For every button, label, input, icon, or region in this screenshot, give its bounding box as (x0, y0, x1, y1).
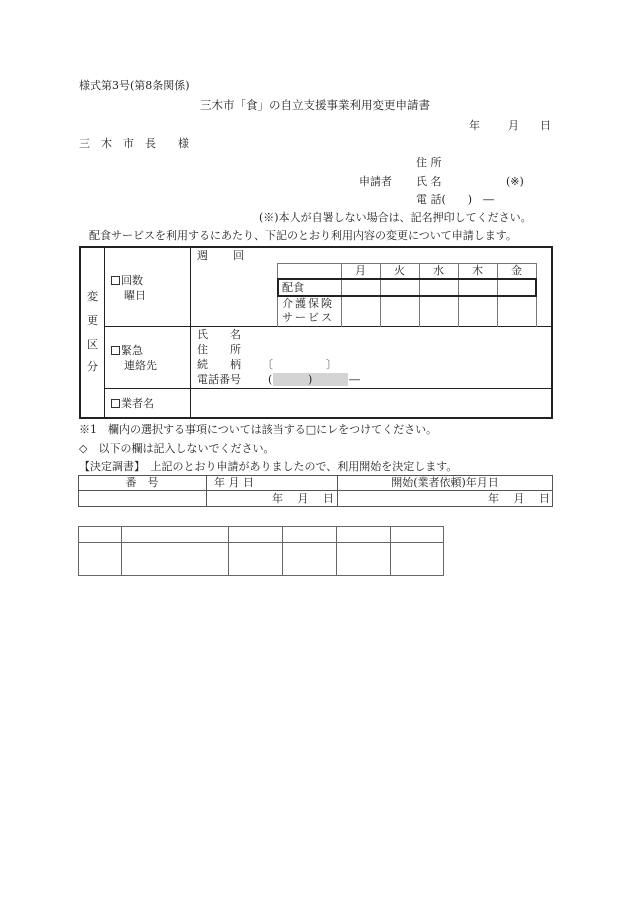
category-label-4: 分 (87, 360, 98, 373)
signature-note: (※)本人が自署しない場合は、記名押印してください。 (259, 211, 532, 224)
week-label: 週 (197, 249, 208, 262)
meal-delivery-row (277, 278, 537, 297)
phone-open-paren: ( (268, 373, 273, 386)
intro-text: 配食サービスを利用するにあたり、下記のとおり利用内容の変更について申請します。 (89, 229, 517, 242)
decision-statement: 【決定調書】 上記のとおり申請がありましたので、利用開始を決定します。 (79, 460, 458, 473)
day-mon: 月 (355, 264, 366, 277)
date-day: 日 (540, 119, 551, 132)
category-label-3: 区 (87, 338, 98, 351)
service-label: サービス (282, 311, 334, 324)
decision-date-value: 年 月 日 (272, 492, 334, 505)
phone-close-paren: ) (308, 373, 313, 386)
document-title: 三木市「食」の自立支援事業利用変更申請書 (200, 98, 430, 112)
emergency-address-label: 住 所 (197, 343, 241, 356)
emergency-contact-label: 連絡先 (124, 359, 157, 372)
note-do-not-fill: ◇ 以下の欄は記入しないでください。 (79, 442, 275, 455)
care-insurance-label: 介護保険 (282, 297, 334, 310)
day-wed: 水 (433, 264, 444, 277)
day-tue: 火 (394, 264, 405, 277)
phone-dash: ― (349, 373, 360, 386)
emergency-option[interactable]: 緊急 (111, 344, 143, 358)
applicant-address-label: 住 所 (416, 156, 442, 169)
date-month: 月 (508, 119, 519, 132)
emergency-relation-label: 続 柄 (197, 358, 241, 371)
frequency-option[interactable]: 回数 (111, 274, 143, 288)
day-thu: 木 (472, 264, 483, 277)
meal-delivery-label: 配食 (282, 281, 304, 294)
category-label-2: 更 (87, 314, 98, 327)
start-date-value: 年 月 日 (488, 492, 550, 505)
category-label-1: 変 (87, 290, 98, 303)
applicant-name-note: (※) (506, 175, 524, 188)
vendor-checkbox[interactable] (111, 399, 120, 408)
times-label: 回 (233, 249, 244, 262)
header-number: 番 号 (125, 476, 159, 489)
applicant-name-label: 氏 名 (416, 175, 442, 188)
applicant-phone-label: 電 話( ) ― (416, 193, 495, 206)
frequency-checkbox[interactable] (111, 276, 120, 285)
emergency-checkbox[interactable] (111, 346, 120, 355)
weekday-label: 曜日 (124, 289, 146, 302)
addressee: 三 木 市 長 様 (79, 137, 189, 150)
applicant-label: 申請者 (359, 175, 392, 188)
form-number: 様式第3号(第8条関係) (79, 79, 190, 92)
vendor-option[interactable]: 業者名 (111, 397, 154, 411)
header-date: 年 月 日 (214, 476, 254, 489)
emergency-phone-label: 電話番号 (197, 373, 241, 386)
day-fri: 金 (511, 264, 522, 277)
emergency-name-label: 氏 名 (197, 328, 241, 341)
relation-close-bracket: 〕 (326, 358, 337, 371)
relation-open-bracket: 〔 (262, 358, 273, 371)
header-start-date: 開始(業者依頼)年月日 (391, 476, 499, 489)
note-checkbox-instruction: ※1 欄内の選択する事項については該当する□にレをつけてください。 (79, 423, 438, 436)
date-year: 年 (469, 119, 480, 132)
